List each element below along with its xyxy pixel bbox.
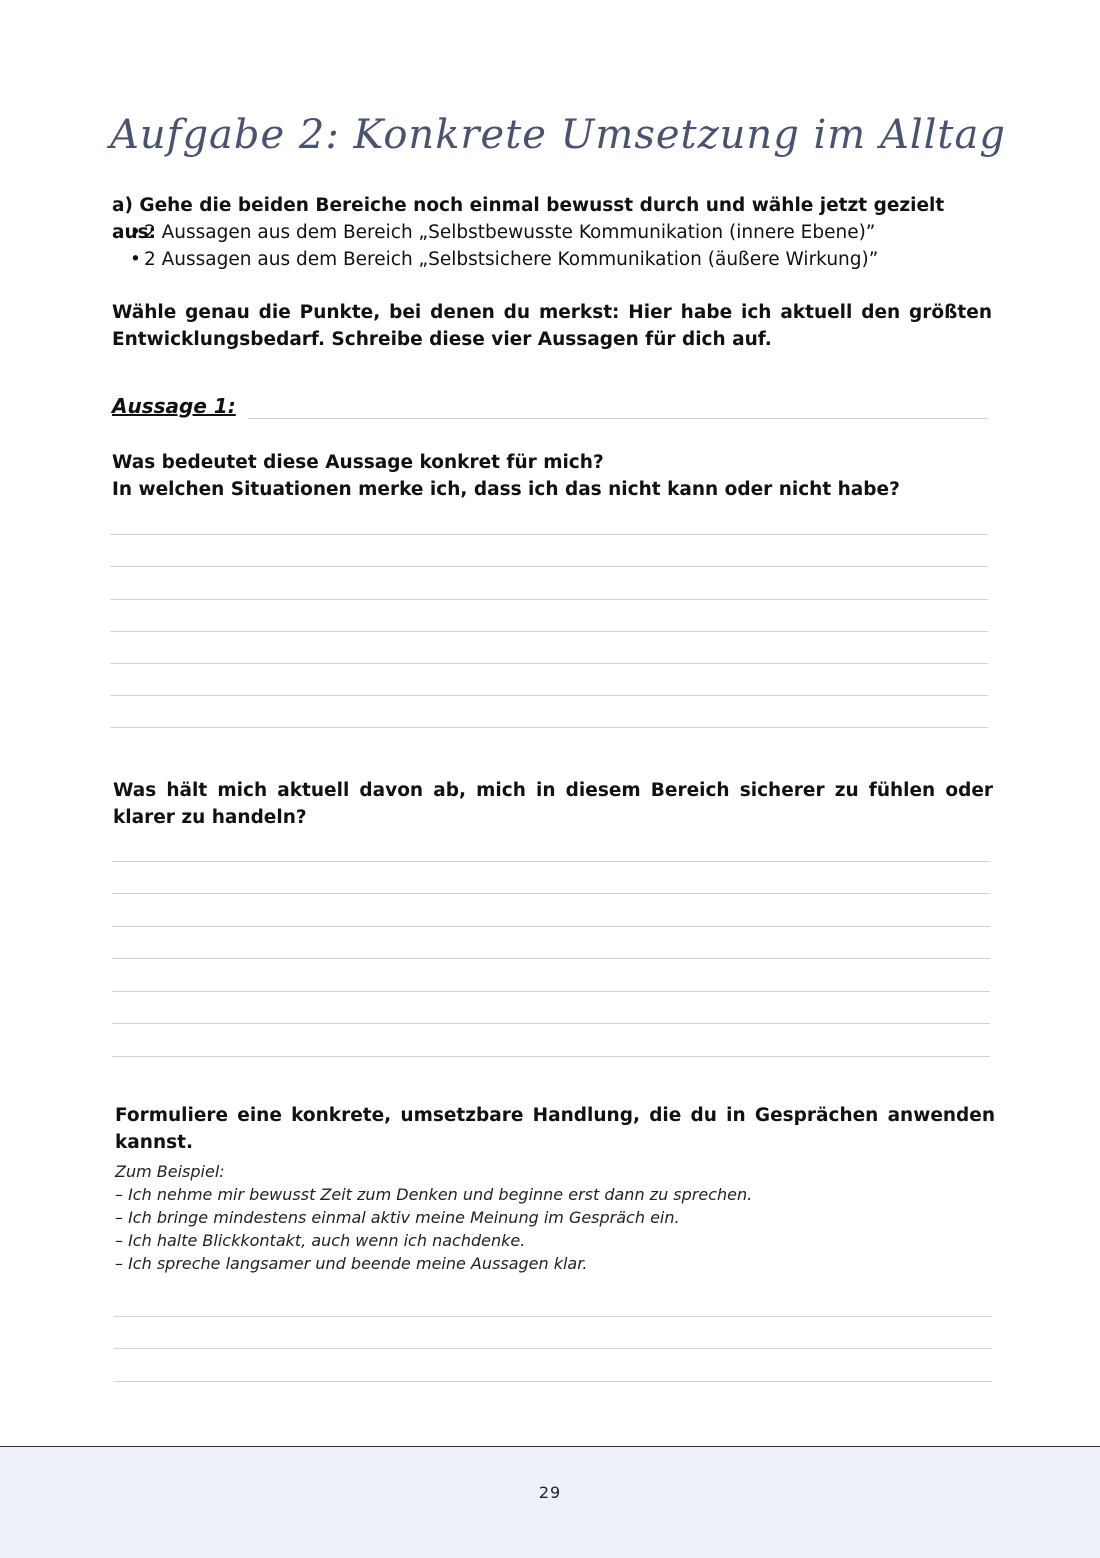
bullet-item: • 2 Aussagen aus dem Bereich „Selbstsichere Kommunikation (äußere Wirkung)” <box>130 246 1010 273</box>
answer-line[interactable] <box>110 631 988 632</box>
page-footer <box>0 1446 1100 1558</box>
answer-line[interactable] <box>110 695 988 696</box>
answer-line[interactable] <box>112 958 990 959</box>
question-2: Was hält mich aktuell davon ab, mich in diesem Bereich sicherer zu fühlen oder klarer zu handeln? <box>113 780 993 828</box>
selection-note: Wähle genau die Punkte, bei denen du merkst: Hier habe ich aktuell den größten Entwicklungsbedarf. Schreibe diese vier Aussagen für dich auf. <box>112 302 992 350</box>
example-item: – Ich nehme mir bewusst Zeit zum Denken und beginne erst dann zu sprechen. <box>115 1185 753 1204</box>
answer-line[interactable] <box>114 1381 992 1382</box>
instruction-text: a) Gehe die beiden Bereiche noch einmal bewusst durch und wähle jetzt gezielt aus: <box>112 195 945 243</box>
answer-line[interactable] <box>112 861 990 862</box>
answer-line[interactable] <box>114 1316 992 1317</box>
question-1 <box>112 449 992 503</box>
example-item: – Ich halte Blickkontakt, auch wenn ich nachdenke. <box>115 1231 526 1250</box>
page-number: 29 <box>538 1483 562 1502</box>
example-item: – Ich spreche langsamer und beende meine Aussagen klar. <box>115 1254 588 1273</box>
aussage-label: Aussage 1: <box>112 394 236 418</box>
answer-line[interactable] <box>112 991 990 992</box>
question-1-line-1: Was bedeutet diese Aussage konkret für mich? <box>112 452 604 473</box>
answer-line[interactable] <box>112 1056 990 1057</box>
example-list <box>115 1160 995 1275</box>
answer-line[interactable] <box>110 663 988 664</box>
answer-line[interactable] <box>110 534 988 535</box>
question-3: Formuliere eine konkrete, umsetzbare Handlung, die du in Gesprächen anwenden kannst. <box>115 1105 995 1153</box>
bullet-list <box>112 219 1010 273</box>
example-item: – Ich bringe mindestens einmal aktiv meine Meinung im Gespräch ein. <box>115 1208 680 1227</box>
answer-line[interactable] <box>112 1023 990 1024</box>
answer-line[interactable] <box>110 566 988 567</box>
example-intro: Zum Beispiel: <box>115 1162 225 1181</box>
answer-line[interactable] <box>114 1348 992 1349</box>
answer-line[interactable] <box>112 893 990 894</box>
answer-line[interactable] <box>112 926 990 927</box>
bullet-item: • 2 Aussagen aus dem Bereich „Selbstbewusste Kommunikation (innere Ebene)” <box>130 219 1010 246</box>
page-title: Aufgabe 2: Konkrete Umsetzung im Alltag <box>110 112 1006 158</box>
answer-line[interactable] <box>110 599 988 600</box>
aussage-answer-line[interactable] <box>248 418 988 419</box>
answer-line[interactable] <box>110 727 988 728</box>
question-1-line-2: In welchen Situationen merke ich, dass ich das nicht kann oder nicht habe? <box>112 479 900 500</box>
